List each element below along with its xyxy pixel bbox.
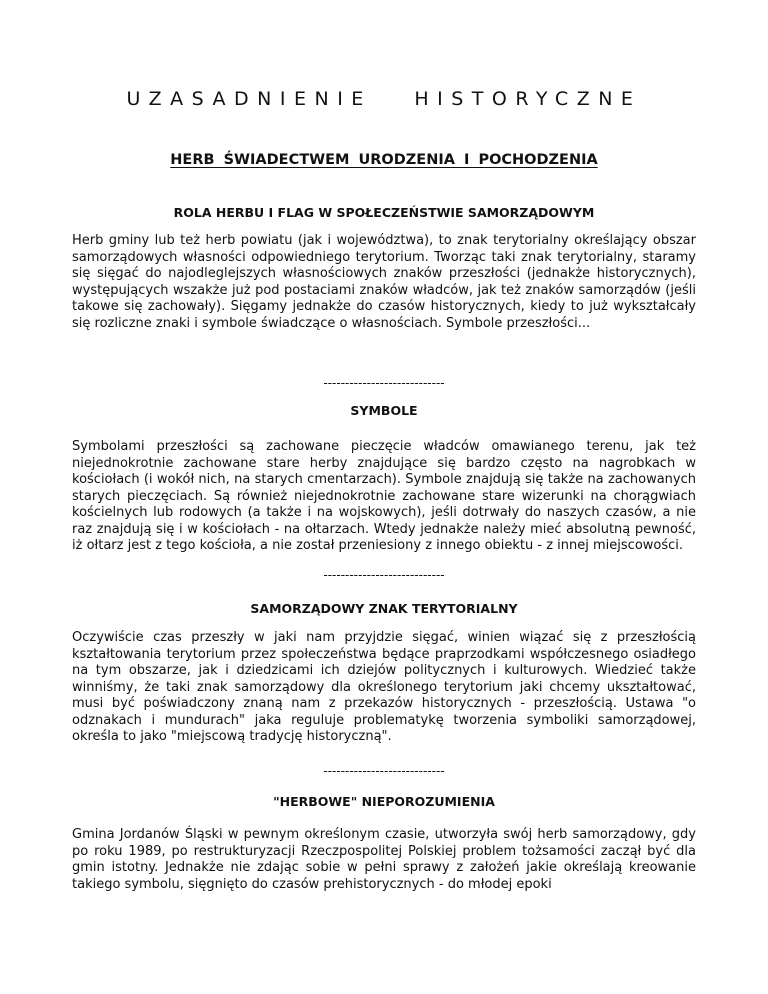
separator-3: ----------------------------: [323, 764, 445, 778]
section-paragraph-herbowe: Gmina Jordanów Śląski w pewnym określonym czasie, utworzyła swój herb samorządowy, gdy po roku 1989, po restrukturyzacji Rzeczpospolitej Polskiej problem tożsamości zaczął być dla gmin istotny. Jednakże nie zdając sobie w pełni sprawy z założeń jakie określają kreowanie takiego symbolu, sięgnięto do czasów prehistorycznych - do młodej epoki: [72, 827, 696, 892]
section-heading-herbowe: "HERBOWE" NIEPOROZUMIENIA: [273, 794, 495, 809]
section-heading-samorzadowy-znak: SAMORZĄDOWY ZNAK TERYTORIALNY: [250, 601, 518, 616]
separator-1: ----------------------------: [323, 376, 445, 390]
section-paragraph-rola-herbu: Herb gminy lub też herb powiatu (jak i województwa), to znak terytorialny określający obszar samorządowych własności odpowiedniego terytorium. Tworząc taki znak terytorialny, staramy się sięgać do najodleglejszych własnościowych znaków przeszłości (jednakże historycznych), występujących wszakże już pod postaciami znaków władców, jak też znaków samorządów (jeśli takowe się zachowały). Sięgamy jednakże do czasów historycznych, kiedy to już wykształcały się rozliczne znaki i symbole świadczące o własnościach. Symbole przeszłości...: [72, 233, 696, 331]
subtitle: [72, 152, 696, 168]
section-heading-rola-herbu: ROLA HERBU I FLAG W SPOŁECZEŃSTWIE SAMORZĄDOWYM: [173, 205, 595, 220]
section-paragraph-samorzadowy-znak: Oczywiście czas przeszły w jaki nam przyjdzie sięgać, winien wiązać się z przeszłością kształtowania terytorium przez społeczeństwa będące praprzodkami współczesnego osiadłego na tym obszarze, jak i dziedzicami ich dziejów politycznych i kulturowych. Wiedzieć także winniśmy, że taki znak samorządowy dla określonego terytorium jaki chcemy ukształtować, musi być poświadczony znaną nam z przekazów historycznych - przeszłością. Ustawa "o odznakach i mundurach" jaka reguluje problematykę tworzenia symboliki samorządowej, określa to jako "miejscową tradycję historyczną".: [72, 630, 696, 744]
section-paragraph-symbole: Symbolami przeszłości są zachowane pieczęcie władców omawianego terenu, jak też niejednokrotnie zachowane stare herby znajdujące się bardzo często na nagrobkach w kościołach (i wokół nich, na starych cmentarzach). Symbole znajdują się także na zachowanych starych pieczęciach. Są również niejednokrotnie zachowane stare wizerunki na chorągwiach kościelnych lub rodowych (a także i na wojskowych), jeśli dotrwały do naszych czasów, a nie raz znajdują się i w kościołach - na ołtarzach. Wtedy jednakże należy mieć absolutną pewność, iż ołtarz jest z tego kościoła, a nie został przeniesiony z innego obiektu - z innej miejscowości.: [72, 439, 696, 553]
main-title: UZASADNIENIE HISTORYCZNE: [126, 88, 642, 110]
section-heading-symbole: SYMBOLE: [350, 403, 418, 418]
separator-2: ----------------------------: [323, 568, 445, 582]
subtitle-text: HERB ŚWIADECTWEM URODZENIA I POCHODZENIA: [170, 152, 598, 168]
